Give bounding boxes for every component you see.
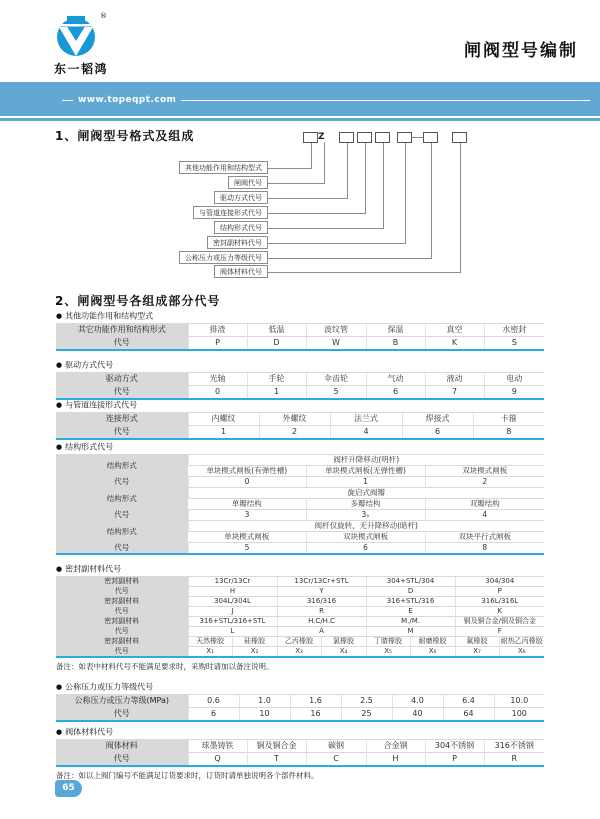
code-cell: X₇ xyxy=(455,647,499,658)
code-cell: B xyxy=(366,337,425,351)
code-cell: 100 xyxy=(494,708,544,722)
table-section-body-material-codes xyxy=(56,727,544,781)
diagram-label-7: 公称压力或压力等级代号 xyxy=(179,251,268,264)
codes-table-body-material-codes xyxy=(56,739,544,767)
code-cell: X₆ xyxy=(410,647,455,658)
bullet-icon: ● xyxy=(56,443,63,451)
code-cell: 304不锈钢 xyxy=(425,740,484,753)
code-cell: P xyxy=(455,587,544,597)
code-cell: 16 xyxy=(290,708,341,722)
code-cell: 法兰式 xyxy=(330,413,402,426)
table-row xyxy=(56,521,544,532)
code-cell: 焊接式 xyxy=(402,413,473,426)
diagram-hline-4 xyxy=(268,213,365,214)
bullet-title-pressure-rating-codes xyxy=(56,682,544,693)
row-header-cell: 公称压力或压力等级(MPa) xyxy=(56,695,188,708)
code-cell: 硅橡胶 xyxy=(232,637,277,647)
table-note: 备注：如以上阀门编号不能满足订货要求时，订货时请单独说明各个部件材料。 xyxy=(56,771,319,780)
codes-table-drive-mode-codes xyxy=(56,372,544,400)
codes-table-pressure-rating-codes xyxy=(56,694,544,722)
code-cell: 2.5 xyxy=(341,695,392,708)
table-row xyxy=(56,413,544,426)
table-row xyxy=(56,627,544,637)
bullet-title-text: 与管道连接形式代号 xyxy=(65,400,138,410)
table-row xyxy=(56,324,544,337)
code-cell: 合金钢 xyxy=(366,740,425,753)
code-cell: E xyxy=(366,607,455,617)
table-section-pipe-connection-codes xyxy=(56,400,544,440)
table-section-pressure-rating-codes xyxy=(56,682,544,722)
code-cell: 外螺纹 xyxy=(259,413,330,426)
bullet-title-text: 阀体材料代号 xyxy=(65,727,114,737)
code-cell: 7 xyxy=(425,386,484,400)
bullet-icon: ● xyxy=(56,565,63,573)
table-row xyxy=(56,753,544,767)
code-cell: 1.6 xyxy=(290,695,341,708)
code-cell: H xyxy=(188,587,277,597)
code-cell: 3 xyxy=(188,510,306,521)
code-cell: 6 xyxy=(188,708,239,722)
code-cell: 低温 xyxy=(247,324,306,337)
code-cell: S xyxy=(484,337,544,351)
table-row xyxy=(56,426,544,440)
row-header-cell: 代号 xyxy=(56,386,188,400)
code-cell: 4 xyxy=(425,510,544,521)
code-cell: 316+STL/316+STL xyxy=(188,617,277,627)
code-cell: 球墨铸铁 xyxy=(188,740,247,753)
model-code-box-6 xyxy=(423,132,438,143)
row-header-cell: 代号 xyxy=(56,543,188,555)
code-cell: 天然橡胶 xyxy=(188,637,232,647)
code-cell: K xyxy=(455,607,544,617)
row-header-cell: 密封副材料 xyxy=(56,637,188,647)
diagram-vline-3 xyxy=(347,143,348,199)
row-header-cell: 驱动方式 xyxy=(56,373,188,386)
code-cell: 13Cr/13Cr+STL xyxy=(277,577,366,587)
code-cell: 5 xyxy=(306,386,366,400)
code-cell: 13Cr/13Cr xyxy=(188,577,277,587)
row-header-cell: 结构形式 xyxy=(56,488,188,510)
code-cell: 双瓣结构 xyxy=(425,499,544,510)
diagram-hline-6 xyxy=(268,243,405,244)
code-cell: 旋启式阀瓣 xyxy=(188,488,544,499)
page-number-badge: 65 xyxy=(55,780,82,797)
bullet-icon: ● xyxy=(56,401,63,409)
table-row xyxy=(56,510,544,521)
diagram-hline-8 xyxy=(268,272,460,273)
registered-trademark: ® xyxy=(100,12,107,20)
bullet-icon: ● xyxy=(56,361,63,369)
code-cell: H xyxy=(366,753,425,767)
code-cell: 氟橡胶 xyxy=(455,637,499,647)
code-cell: Y xyxy=(277,587,366,597)
diagram-label-5: 结构形式代号 xyxy=(214,221,268,234)
codes-table-seal-material-codes xyxy=(56,576,544,658)
row-header-cell: 其它功能作用和结构形式 xyxy=(56,324,188,337)
codes-table-other-function-codes xyxy=(56,323,544,351)
diagram-vline-8 xyxy=(460,143,461,273)
table-section-structure-form-codes xyxy=(56,442,544,555)
table-note: 备注：如表中材料代号不能满足要求时，采购时请加以备注说明。 xyxy=(56,662,274,671)
model-code-box-4 xyxy=(375,132,390,143)
code-cell: 多瓣结构 xyxy=(306,499,425,510)
diagram-hline-5 xyxy=(268,228,383,229)
code-cell: 手轮 xyxy=(247,373,306,386)
code-cell: 双块楔式闸板 xyxy=(425,466,544,477)
code-cell: 2 xyxy=(425,477,544,488)
table-row xyxy=(56,455,544,466)
diagram-hline-2 xyxy=(268,183,324,184)
code-cell: 氯橡胶 xyxy=(321,637,366,647)
code-cell: J xyxy=(188,607,277,617)
diagram-vline-2 xyxy=(324,142,325,184)
code-cell: 304+STL/304 xyxy=(366,577,455,587)
code-cell: X₄ xyxy=(321,647,366,658)
diagram-label-3: 驱动方式代号 xyxy=(214,191,268,204)
diagram-hline-7 xyxy=(268,258,431,259)
code-cell: 0.6 xyxy=(188,695,239,708)
diagram-vline-7 xyxy=(431,143,432,259)
row-header-cell: 代号 xyxy=(56,647,188,658)
codes-table-pipe-connection-codes xyxy=(56,412,544,440)
code-cell: 耐热乙丙橡胶 xyxy=(500,637,543,645)
bullet-title-seal-material-codes xyxy=(56,564,544,575)
code-cell: P xyxy=(425,753,484,767)
code-cell: K xyxy=(425,337,484,351)
bullet-title-body-material-codes xyxy=(56,727,544,738)
code-cell: 316+STL/316 xyxy=(366,597,455,607)
code-cell: C xyxy=(306,753,366,767)
code-cell: 水密封 xyxy=(484,324,544,337)
bullet-title-text: 密封副材料代号 xyxy=(65,564,122,574)
bullet-title-text: 公称压力或压力等级代号 xyxy=(65,682,154,692)
code-cell: 双块楔式闸板 xyxy=(306,532,425,543)
table-section-drive-mode-codes xyxy=(56,360,544,400)
section2-title: 2、闸阀型号各组成部分代号 xyxy=(55,294,221,308)
code-cell: 1.0 xyxy=(239,695,290,708)
code-cell: 5 xyxy=(188,543,306,555)
code-cell: 双块平行式闸板 xyxy=(425,532,544,543)
bullet-title-pipe-connection-codes xyxy=(56,400,544,411)
diagram-hline-1 xyxy=(268,168,311,169)
code-cell: 电动 xyxy=(484,373,544,386)
code-cell: 2 xyxy=(259,426,330,440)
code-cell: X₈ xyxy=(499,647,544,658)
code-cell: 6.4 xyxy=(443,695,494,708)
code-cell: 8 xyxy=(425,543,544,555)
row-header-cell: 密封副材料 xyxy=(56,617,188,627)
table-row xyxy=(56,477,544,488)
code-cell: T xyxy=(247,753,306,767)
row-header-cell: 代号 xyxy=(56,510,188,521)
code-cell: R xyxy=(484,753,544,767)
code-cell: 铜及铜合金/铜及铜合金 xyxy=(455,617,544,627)
code-cell: 碳钢 xyxy=(306,740,366,753)
code-cell: M xyxy=(366,627,455,637)
row-header-cell: 代号 xyxy=(56,587,188,597)
code-cell: 4.0 xyxy=(392,695,443,708)
code-cell: M./M. xyxy=(366,617,455,627)
code-cell: 单瓣结构 xyxy=(188,499,306,510)
code-cell: D xyxy=(366,587,455,597)
row-header-cell: 代号 xyxy=(56,477,188,488)
code-cell: 气动 xyxy=(366,373,425,386)
code-cell: 0 xyxy=(188,477,306,488)
model-dash-line xyxy=(412,137,423,138)
code-cell: 6 xyxy=(366,386,425,400)
diagram-vline-1 xyxy=(311,143,312,169)
row-header-cell: 代号 xyxy=(56,627,188,637)
diagram-label-8: 阀体材料代号 xyxy=(214,265,268,278)
code-cell: 1 xyxy=(247,386,306,400)
table-row xyxy=(56,587,544,597)
model-code-box-2 xyxy=(339,132,354,143)
row-header-cell: 代号 xyxy=(56,708,188,722)
code-cell: D xyxy=(247,337,306,351)
code-cell: 0 xyxy=(188,386,247,400)
code-cell: 液动 xyxy=(425,373,484,386)
code-cell: 波纹管 xyxy=(306,324,366,337)
code-cell: 丁腈橡胶 xyxy=(366,637,410,647)
code-cell: R xyxy=(277,607,366,617)
code-cell: 316不锈钢 xyxy=(484,740,544,753)
model-code-box-3 xyxy=(357,132,372,143)
brand-name: 东一韬鸿 xyxy=(54,62,109,76)
code-cell: 6 xyxy=(402,426,473,440)
code-cell: H.C/H.C xyxy=(277,617,366,627)
table-row xyxy=(56,647,544,658)
code-cell: 保温 xyxy=(366,324,425,337)
code-cell: 单块楔式闸板(无弹性槽) xyxy=(306,466,425,477)
diagram-label-4: 与管道连接形式代号 xyxy=(193,206,268,219)
diagram-label-1: 其他功能作用和结构型式 xyxy=(179,161,268,174)
code-cell: 316/316 xyxy=(277,597,366,607)
bullet-title-text: 结构形式代号 xyxy=(65,442,114,452)
code-cell: 排渣 xyxy=(188,324,247,337)
code-cell: 4 xyxy=(330,426,402,440)
row-header-cell: 连接形式 xyxy=(56,413,188,426)
model-diagram xyxy=(0,0,600,300)
codes-table-structure-form-codes xyxy=(56,454,544,555)
bullet-title-text: 驱动方式代号 xyxy=(65,360,114,370)
table-row xyxy=(56,740,544,753)
code-cell: X₃ xyxy=(277,647,321,658)
table-row xyxy=(56,695,544,708)
diagram-label-6: 密封副材料代号 xyxy=(207,236,268,249)
code-cell: 真空 xyxy=(425,324,484,337)
table-row xyxy=(56,373,544,386)
code-cell: 10.0 xyxy=(494,695,544,708)
code-cell: 10 xyxy=(239,708,290,722)
code-cell: 卡箍 xyxy=(473,413,544,426)
model-code-box-7 xyxy=(452,132,467,143)
code-cell: L xyxy=(188,627,277,637)
code-cell: A xyxy=(277,627,366,637)
diagram-vline-5 xyxy=(383,143,384,229)
code-cell: X₂ xyxy=(232,647,277,658)
code-cell: 阀杆升降移动(明杆) xyxy=(188,455,544,466)
code-cell: 1 xyxy=(306,477,425,488)
table-row xyxy=(56,386,544,400)
code-cell: 8 xyxy=(473,426,544,440)
bullet-title-text: 其他功能作用和结构型式 xyxy=(65,311,154,321)
code-cell: 内螺纹 xyxy=(188,413,259,426)
table-section-seal-material-codes xyxy=(56,564,544,672)
code-cell: 25 xyxy=(341,708,392,722)
code-cell: 316L/316L xyxy=(455,597,544,607)
code-cell: 伞齿轮 xyxy=(306,373,366,386)
table-section-other-function-codes xyxy=(56,311,544,351)
bullet-title-other-function-codes xyxy=(56,311,544,322)
row-header-cell: 代号 xyxy=(56,337,188,351)
model-code-box-5 xyxy=(397,132,412,143)
row-header-cell: 密封副材料 xyxy=(56,597,188,607)
diagram-hline-3 xyxy=(268,198,347,199)
diagram-vline-6 xyxy=(405,143,406,244)
row-header-cell: 结构形式 xyxy=(56,455,188,477)
bullet-icon: ● xyxy=(56,728,63,736)
code-cell: 304/304 xyxy=(455,577,544,587)
code-cell: 阀杆仅旋转，无升降移动(暗杆) xyxy=(188,521,544,532)
code-cell: 3ₓ xyxy=(306,510,425,521)
code-cell: 单块楔式闸板 xyxy=(188,532,306,543)
code-cell: 1 xyxy=(188,426,259,440)
row-header-cell: 代号 xyxy=(56,607,188,617)
section1-title: 1、闸阀型号格式及组成 xyxy=(55,129,195,143)
code-cell: X₁ xyxy=(188,647,232,658)
table-row xyxy=(56,577,544,587)
code-cell: F xyxy=(455,627,544,637)
code-cell: Q xyxy=(188,753,247,767)
code-cell: W xyxy=(306,337,366,351)
page-title: 闸阀型号编制 xyxy=(464,41,578,61)
row-header-cell: 密封副材料 xyxy=(56,577,188,587)
code-cell: 光轴 xyxy=(188,373,247,386)
bullet-icon: ● xyxy=(56,312,63,320)
valve-type-letter: Z xyxy=(318,132,325,142)
code-cell: 6 xyxy=(306,543,425,555)
code-cell: 304L/304L xyxy=(188,597,277,607)
code-cell: 耐磨橡胶 xyxy=(410,637,455,647)
table-row xyxy=(56,337,544,351)
code-cell: 64 xyxy=(443,708,494,722)
code-cell: 40 xyxy=(392,708,443,722)
bullet-title-structure-form-codes xyxy=(56,442,544,453)
website-url: www.topeqpt.com xyxy=(78,95,177,105)
bullet-title-drive-mode-codes xyxy=(56,360,544,371)
code-cell: P xyxy=(188,337,247,351)
diagram-label-2: 闸阀代号 xyxy=(228,176,268,189)
row-header-cell: 代号 xyxy=(56,426,188,440)
table-row xyxy=(56,607,544,617)
table-row xyxy=(56,617,544,627)
table-row xyxy=(56,637,544,647)
code-cell: X₅ xyxy=(366,647,410,658)
row-header-cell: 结构形式 xyxy=(56,521,188,543)
diagram-vline-4 xyxy=(365,143,366,214)
table-row xyxy=(56,708,544,722)
code-cell: 单块楔式闸板(有弹性槽) xyxy=(188,466,306,477)
table-row xyxy=(56,488,544,499)
bullet-icon: ● xyxy=(56,683,63,691)
code-cell: 9 xyxy=(484,386,544,400)
table-row xyxy=(56,543,544,555)
row-header-cell: 阀体材料 xyxy=(56,740,188,753)
code-cell: 铜及铜合金 xyxy=(247,740,306,753)
code-cell: 乙丙橡胶 xyxy=(277,637,321,647)
model-code-box-1 xyxy=(303,132,318,143)
table-row xyxy=(56,597,544,607)
row-header-cell: 代号 xyxy=(56,753,188,767)
